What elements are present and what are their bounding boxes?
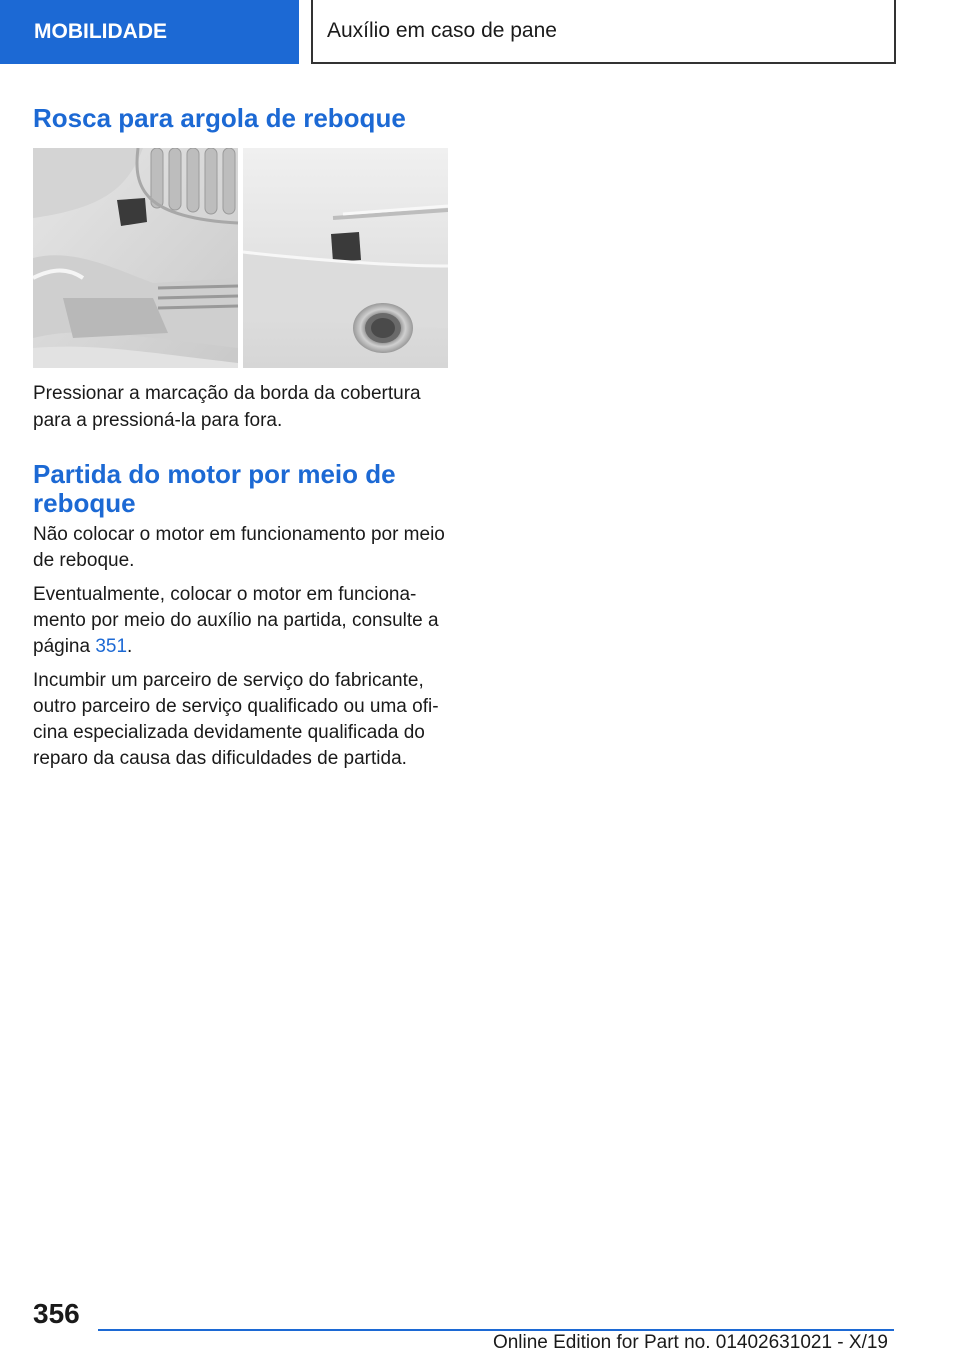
header-section-label: MOBILIDADE — [34, 20, 167, 43]
paragraph-jump-start-text: Eventualmente, colocar o motor em funciona-mento por meio do auxílio na partida, consulte a página — [33, 584, 439, 657]
section-title-tow-start: Partida do motor por meio de reboque — [33, 459, 396, 518]
footer-edition: Online Edition for Part no. 01402631021 - X/19 — [492, 1332, 888, 1353]
page-reference-link[interactable]: 351 — [95, 636, 128, 657]
header-chapter-box — [311, 0, 896, 64]
section-title-tow-eye-thread: Rosca para argola de reboque — [33, 103, 406, 133]
paragraph-no-tow-start: Não colocar o motor em funcionamento por meio de reboque. — [33, 524, 445, 571]
paragraph-jump-start — [33, 582, 449, 660]
page-number: 356 — [33, 1298, 80, 1329]
rear-bumper-image — [243, 148, 448, 368]
footer-divider — [98, 1329, 894, 1331]
header-chapter-label: Auxílio em caso de pane — [327, 19, 557, 42]
paragraph-jump-start-end: . — [127, 636, 133, 657]
paragraph-service-partner: Incumbir um parceiro de serviço do fabricante, outro parceiro de serviço qualificado ou uma ofi-cina especializada devidamente qualificada do reparo da causa das dificuldades de partida. — [33, 670, 439, 769]
main-content — [33, 100, 449, 780]
header-section-tab — [0, 0, 299, 64]
front-bumper-image — [33, 148, 238, 368]
tow-eye-instruction: Pressionar a marcação da borda da cobertura para a pressioná-la para fora. — [33, 383, 421, 431]
tow-eye-illustration — [33, 148, 448, 368]
